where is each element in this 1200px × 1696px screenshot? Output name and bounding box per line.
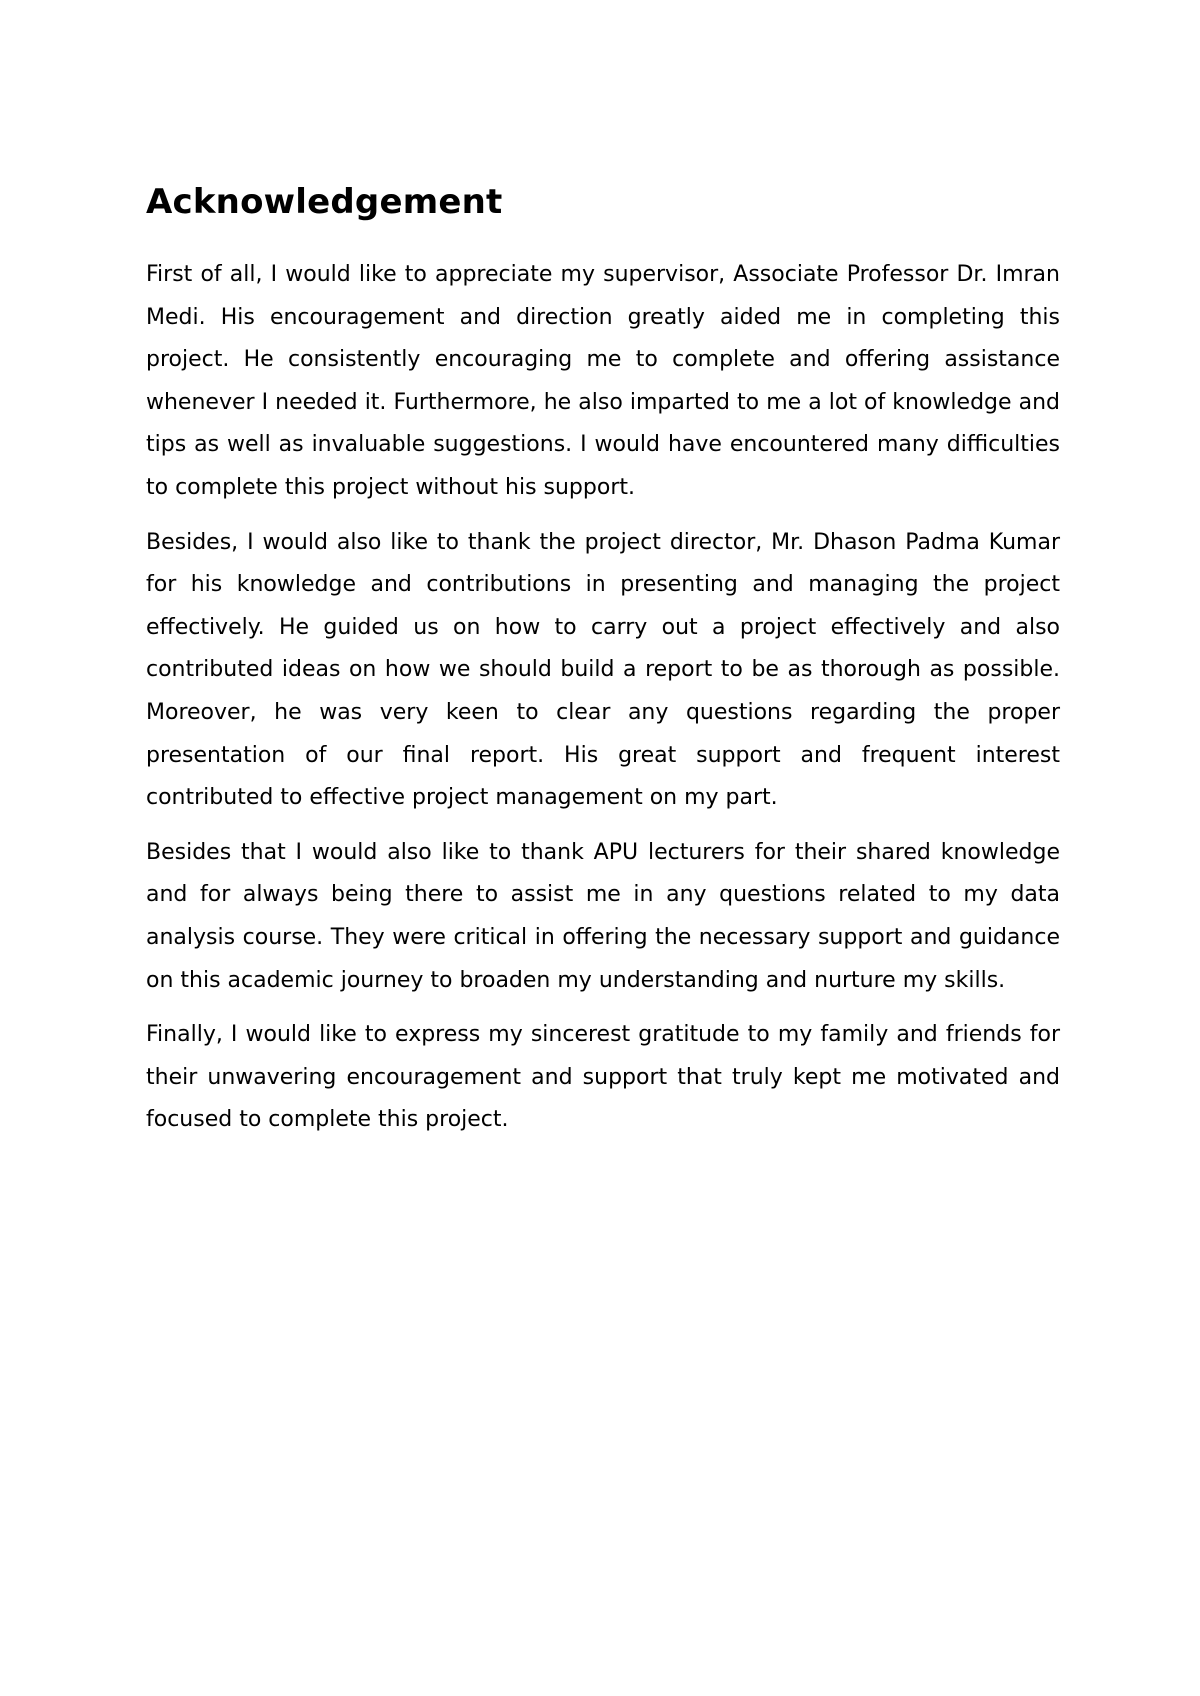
paragraph-project-director: Besides, I would also like to thank the project director, Mr. Dhason Padma Kumar for his knowledge and contributions in presenting and managing the project effectively. He guided us on how to carry out a project effectively and also contributed ideas on how we should build a report to be as thorough as possible. Moreover, he was very keen to clear any questions regarding the proper presentation of our final report. His great support and frequent interest contributed to effective project management on my part. bbox=[146, 529, 1060, 811]
paragraph-lecturers: Besides that I would also like to thank APU lecturers for their shared knowledge and for always being there to assist me in any questions related to my data analysis course. They were critical in offering the necessary support and guidance on this academic journey to broaden my understanding and nurture my skills. bbox=[146, 839, 1060, 993]
page-title: Acknowledgement bbox=[146, 182, 503, 222]
paragraph-supervisor: First of all, I would like to appreciate my supervisor, Associate Professor Dr. Imran Medi. His encouragement and direction greatly aided me in completing this project. He consistently encouraging me to complete and offering assistance whenever I needed it. Furthermore, he also imparted to me a lot of knowledge and tips as well as invaluable suggestions. I would have encountered many difficulties to complete this project without his support. bbox=[146, 262, 1060, 500]
document-body bbox=[146, 178, 1060, 1154]
paragraph-family-friends: Finally, I would like to express my sincerest gratitude to my family and friends for their unwavering encouragement and support that truly kept me motivated and focused to complete this project. bbox=[146, 1022, 1060, 1133]
